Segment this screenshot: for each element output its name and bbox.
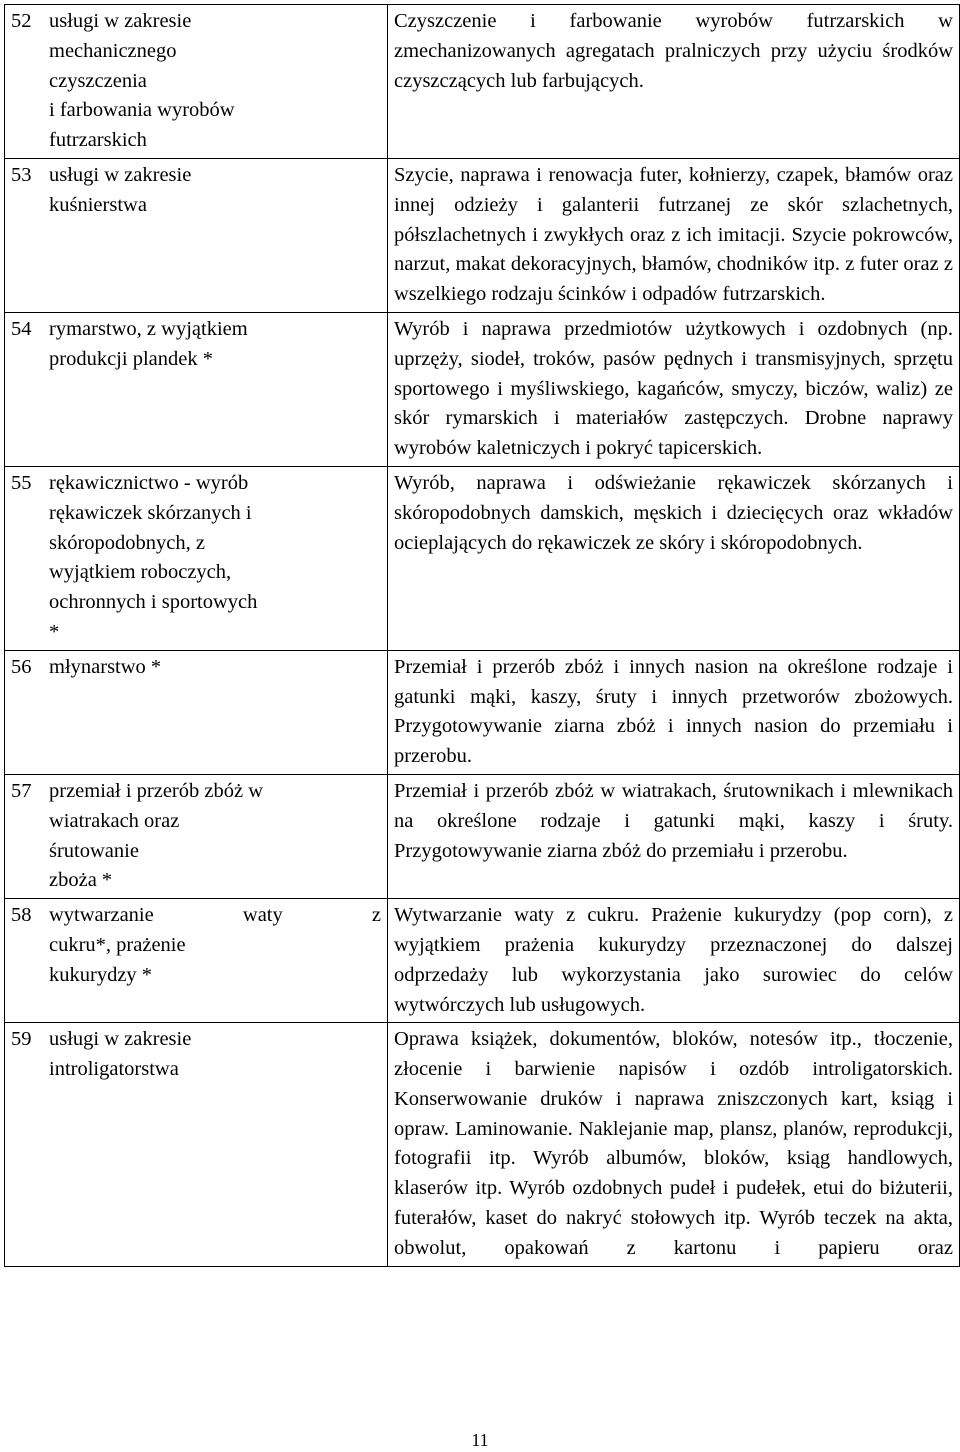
service-name-line: i farbowania wyrobów (49, 99, 235, 122)
service-description: Wyrób i naprawa przedmiotów użytkowych i ozdobnych (np. uprzęży, siodeł, troków, pasów pędnych i transmisyjnych, sprzętu sportowego i myśliwskiego, kagańców, smyczy, biczów, waliz) ze skór rymarskich i materiałów zastępczych. Drobne naprawy wyrobów kaletniczych i pokryć tapicerskich. (388, 312, 960, 466)
table-row (5, 1023, 960, 1266)
service-name-cell (5, 158, 388, 312)
service-name-line: wiatrakach oraz (49, 809, 180, 832)
service-name-line: usługi w zakresie (49, 10, 192, 32)
service-name-cell (5, 312, 388, 466)
service-description: Oprawa książek, dokumentów, bloków, notesów itp., tłoczenie, złocenie i barwienie napisów i ozdób introligatorskich. Konserwowanie druków i naprawa zniszczonych kart, ksiąg i opraw. Laminowanie. Naklejanie map, plansz, planów, reprodukcji, fotografii itp. Wyrób albumów, bloków, ksiąg handlowych, klaserów itp. Wyrób ozdobnych pudeł i pudełek, etui do biżuterii, futerałów, kaset do nakryć stołowych itp. Wyrób teczek na akta, obwolut, opakowań z kartonu i papieru oraz (388, 1023, 960, 1266)
service-name-line: * (49, 620, 60, 643)
service-description: Przemiał i przerób zbóż i innych nasion na określone rodzaje i gatunki mąki, kaszy, śruty i innych przetworów zbożowych. Przygotowywanie ziarna zbóż i innych nasion do przemiału i przerobu. (388, 650, 960, 774)
service-name-cell (5, 466, 388, 650)
service-name-line: futrzarskich (49, 129, 147, 152)
service-name-cell (5, 899, 388, 1023)
table-row (5, 650, 960, 774)
service-name-line: rękawiczek skórzanych i (49, 501, 252, 524)
table-row (5, 899, 960, 1023)
service-name (49, 901, 381, 990)
service-description: Przemiał i przerób zbóż w wiatrakach, śrutownikach i mlewnikach na określone rodzaje i gatunki mąki, kaszy i śruty. Przygotowywanie ziarna zbóż do przemiału i przerobu. (388, 774, 960, 898)
table-row (5, 158, 960, 312)
service-name (49, 469, 381, 648)
service-name-cell (5, 1023, 388, 1266)
service-name-cell (5, 5, 388, 159)
row-number: 53 (11, 163, 32, 186)
services-table (4, 4, 960, 1267)
service-name-line: wyjątkiem roboczych, (49, 561, 232, 584)
service-description: Wytwarzanie waty z cukru. Prażenie kukurydzy (pop corn), z wyjątkiem prażenia kukurydzy przeznaczonej do dalszej odprzedaży lub wykorzystania jako surowiec do celów wytwórczych lub usługowych. (388, 899, 960, 1023)
service-name-line: mechanicznego (49, 39, 177, 62)
service-name-line: kukurydzy * (49, 963, 153, 986)
row-number: 54 (11, 317, 32, 340)
service-name-line: czyszczenia (49, 69, 147, 92)
table-row (5, 5, 960, 159)
service-name (49, 653, 381, 683)
row-number: 58 (11, 904, 32, 927)
service-name-line: ochronnych i sportowych (49, 591, 258, 614)
service-name-line: śrutowanie (49, 839, 139, 862)
row-number: 57 (11, 779, 32, 802)
service-name-cell (5, 774, 388, 898)
row-number: 52 (11, 10, 32, 32)
service-name (49, 777, 381, 896)
service-name-line: rymarstwo, z wyjątkiem (49, 317, 248, 340)
row-number: 59 (11, 1028, 32, 1051)
service-name-line: zboża * (49, 869, 113, 892)
service-name-line: wytwarzanie waty z (49, 904, 381, 927)
service-description: Wyrób, naprawa i odświeżanie rękawiczek skórzanych i skóropodobnych damskich, męskich i dziecięcych oraz wkładów ocieplających do rękawiczek ze skóry i skóropodobnych. (388, 466, 960, 650)
table-row (5, 312, 960, 466)
service-name (49, 315, 381, 375)
service-name-line: cukru*, prażenie (49, 933, 186, 956)
page-number: 11 (471, 1430, 489, 1450)
table-row (5, 466, 960, 650)
service-name-line: młynarstwo * (49, 655, 162, 678)
service-description: Czyszczenie i farbowanie wyrobów futrzarskich w zmechanizowanych agregatach pralniczych przy użyciu środków czyszczących lub farbujących. (388, 5, 960, 159)
service-name-line: kuśnierstwa (49, 193, 147, 216)
service-name-line: rękawicznictwo - wyrób (49, 471, 249, 494)
row-number: 56 (11, 655, 32, 678)
service-name-line: usługi w zakresie (49, 163, 192, 186)
service-name-line: usługi w zakresie (49, 1028, 192, 1051)
service-name-line: introligatorstwa (49, 1058, 179, 1081)
service-name (49, 161, 381, 221)
service-name (49, 7, 381, 156)
service-name-cell (5, 650, 388, 774)
service-name-line: skóropodobnych, z (49, 531, 206, 554)
service-name (49, 1025, 381, 1085)
table-row (5, 774, 960, 898)
service-name-line: produkcji plandek * (49, 347, 213, 370)
service-name-line: przemiał i przerób zbóż w (49, 779, 264, 802)
row-number: 55 (11, 471, 32, 494)
service-description: Szycie, naprawa i renowacja futer, kołnierzy, czapek, błamów oraz innej odzieży i galanterii futrzanej ze skór szlachetnych, półszlachetnych i zwykłych oraz z ich imitacji. Szycie pokrowców, narzut, makat dekoracyjnych, błamów, chodników itp. z futer oraz z wszelkiego rodzaju ścinków i odpadów futrzarskich. (388, 158, 960, 312)
